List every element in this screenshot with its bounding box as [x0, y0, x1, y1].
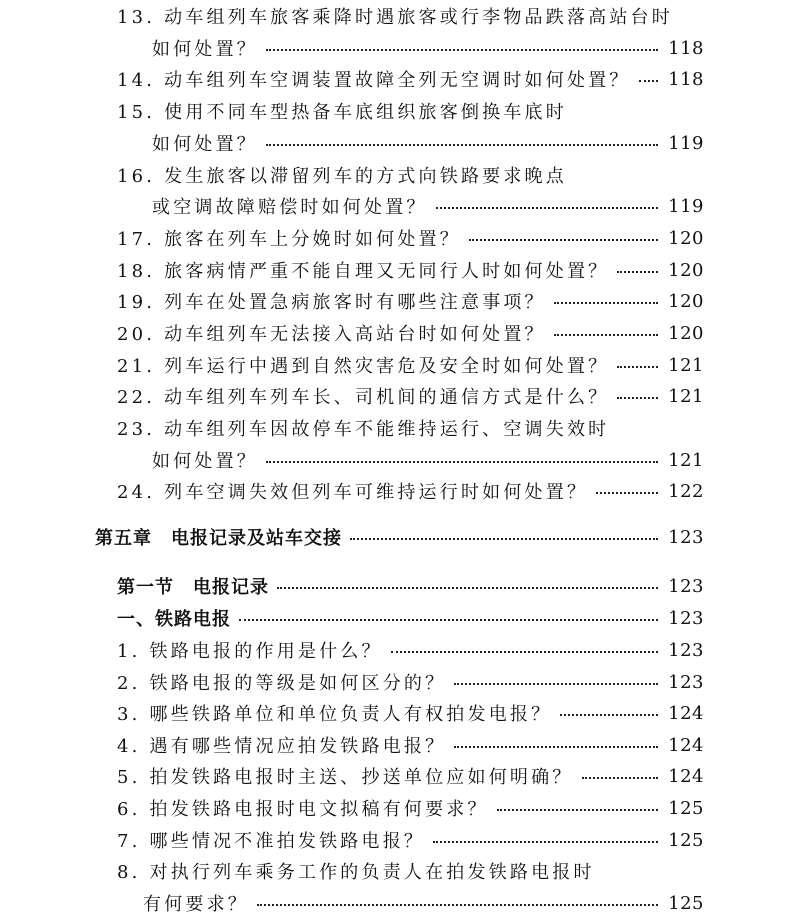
toc-entry-22: 22. 动车组列车列车长、司机间的通信方式是什么？ 121	[117, 385, 704, 408]
toc-entry-t2: 2. 铁路电报的等级是如何区分的？ 123	[117, 671, 704, 694]
toc-chapter-5: 第五章 电报记录及站车交接 123	[95, 526, 704, 549]
toc-entry-t5: 5. 拍发铁路电报时主送、抄送单位应如何明确？ 124	[117, 765, 704, 788]
toc-entry-19: 19. 列车在处置急病旅客时有哪些注意事项？ 120	[117, 290, 704, 313]
toc-entry-23-line1: 23. 动车组列车因故停车不能维持运行、空调失效时	[117, 419, 610, 440]
toc-entry-21: 21. 列车运行中遇到自然灾害危及安全时如何处置？ 121	[117, 354, 704, 377]
toc-entry-20: 20. 动车组列车无法接入高站台时如何处置？ 120	[117, 322, 704, 345]
toc-entry-13-line1: 13. 动车组列车旅客乘降时遇旅客或行李物品跌落高站台时	[117, 7, 673, 28]
toc-entry-24: 24. 列车空调失效但列车可维持运行时如何处置？ 122	[117, 480, 704, 503]
toc-entry-18: 18. 旅客病情严重不能自理又无同行人时如何处置？ 120	[117, 259, 704, 282]
toc-entry-16-line1: 16. 发生旅客以滞留列车的方式向铁路要求晚点	[117, 166, 567, 187]
toc-subsection-1: 一、铁路电报 123	[117, 607, 704, 630]
toc-entry-17: 17. 旅客在列车上分娩时如何处置？ 120	[117, 227, 704, 250]
toc-entry-23-line2: 如何处置？ 121	[152, 449, 704, 472]
toc-entry-15-line2: 如何处置？ 119	[152, 132, 704, 155]
toc-entry-15-line1: 15. 使用不同车型热备车底组织旅客倒换车底时	[117, 102, 567, 123]
toc-entry-t4: 4. 遇有哪些情况应拍发铁路电报？ 124	[117, 734, 704, 757]
toc-entry-t6: 6. 拍发铁路电报时电文拟稿有何要求？ 125	[117, 797, 704, 820]
toc-section-1: 第一节 电报记录 123	[117, 575, 704, 598]
toc-entry-16-line2: 或空调故障赔偿时如何处置？ 119	[152, 195, 704, 218]
toc-entry-t7: 7. 哪些情况不准拍发铁路电报？ 125	[117, 829, 704, 852]
toc-entry-t8-line1: 8. 对执行列车乘务工作的负责人在拍发铁路电报时	[117, 862, 595, 883]
toc-entry-t1: 1. 铁路电报的作用是什么？ 123	[117, 639, 704, 662]
toc-entry-t8-line2: 有何要求？ 125	[143, 892, 704, 915]
toc-entry-13-line2: 如何处置？ 118	[152, 37, 704, 60]
toc-entry-14: 14. 动车组列车空调装置故障全列无空调时如何处置？ 118	[117, 68, 704, 91]
toc-entry-t3: 3. 哪些铁路单位和单位负责人有权拍发电报？ 124	[117, 702, 704, 725]
